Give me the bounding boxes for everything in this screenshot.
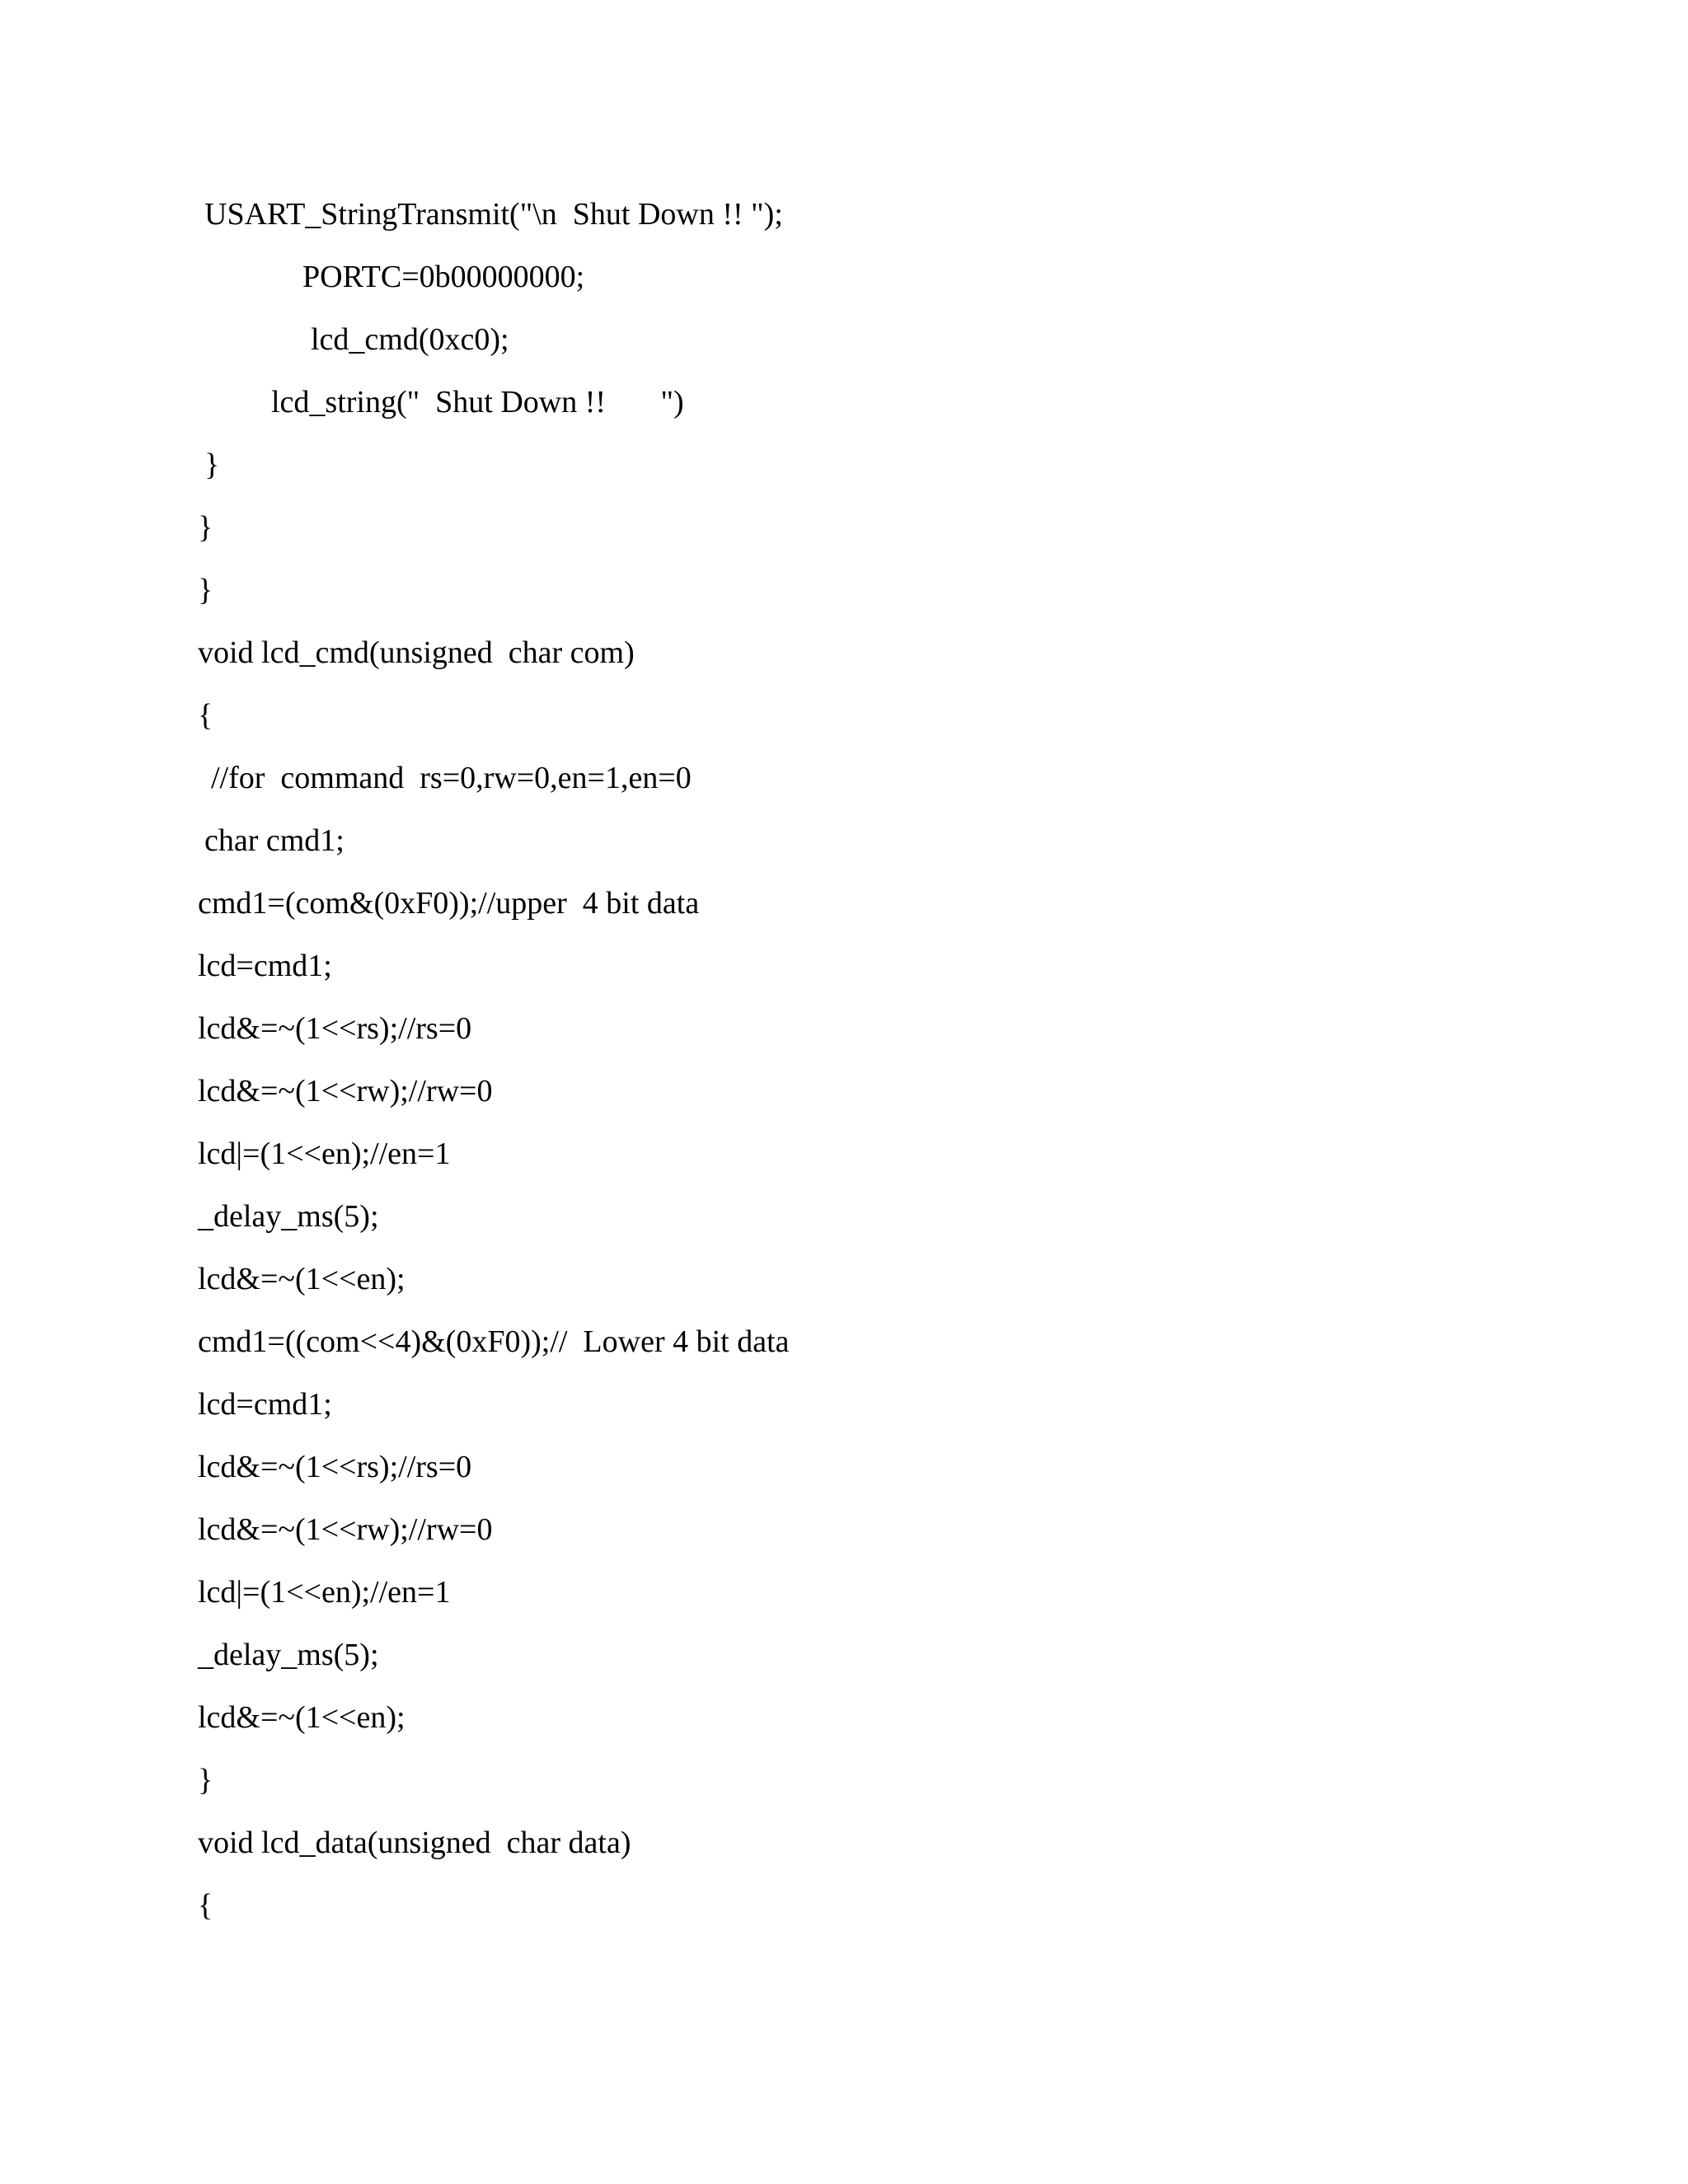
code-line: }: [204, 448, 220, 482]
code-line: USART_StringTransmit("\n Shut Down !! ");: [204, 197, 783, 232]
code-line: lcd&=~(1<<rw);//rw=0: [198, 1074, 493, 1108]
code-line: lcd|=(1<<en);//en=1: [198, 1575, 451, 1610]
code-line: lcd=cmd1;: [198, 949, 332, 983]
code-line: lcd&=~(1<<rs);//rs=0: [198, 1011, 472, 1046]
code-line: void lcd_cmd(unsigned char com): [198, 635, 635, 670]
code-line: cmd1=((com<<4)&(0xF0));// Lower 4 bit data: [198, 1324, 790, 1359]
code-line: _delay_ms(5);: [198, 1638, 379, 1672]
code-line: }: [198, 1763, 213, 1797]
code-line: {: [198, 698, 213, 733]
code-line: lcd|=(1<<en);//en=1: [198, 1137, 451, 1171]
code-line: }: [198, 510, 213, 545]
code-line: lcd&=~(1<<en);: [198, 1262, 406, 1296]
code-line: lcd_cmd(0xc0);: [311, 322, 509, 357]
code-line: _delay_ms(5);: [198, 1199, 379, 1234]
code-line: lcd&=~(1<<rs);//rs=0: [198, 1450, 472, 1484]
code-line: lcd&=~(1<<en);: [198, 1700, 406, 1735]
code-line: lcd&=~(1<<rw);//rw=0: [198, 1512, 493, 1547]
code-line: {: [198, 1888, 213, 1923]
code-line: //for command rs=0,rw=0,en=1,en=0: [211, 761, 692, 795]
code-line: cmd1=(com&(0xF0));//upper 4 bit data: [198, 886, 700, 921]
code-line: PORTC=0b00000000;: [302, 260, 585, 294]
code-line: void lcd_data(unsigned char data): [198, 1825, 631, 1860]
code-line: }: [198, 573, 213, 607]
code-line: lcd=cmd1;: [198, 1387, 332, 1422]
code-line: char cmd1;: [204, 823, 345, 858]
code-line: lcd_string(" Shut Down !! "): [271, 385, 684, 419]
